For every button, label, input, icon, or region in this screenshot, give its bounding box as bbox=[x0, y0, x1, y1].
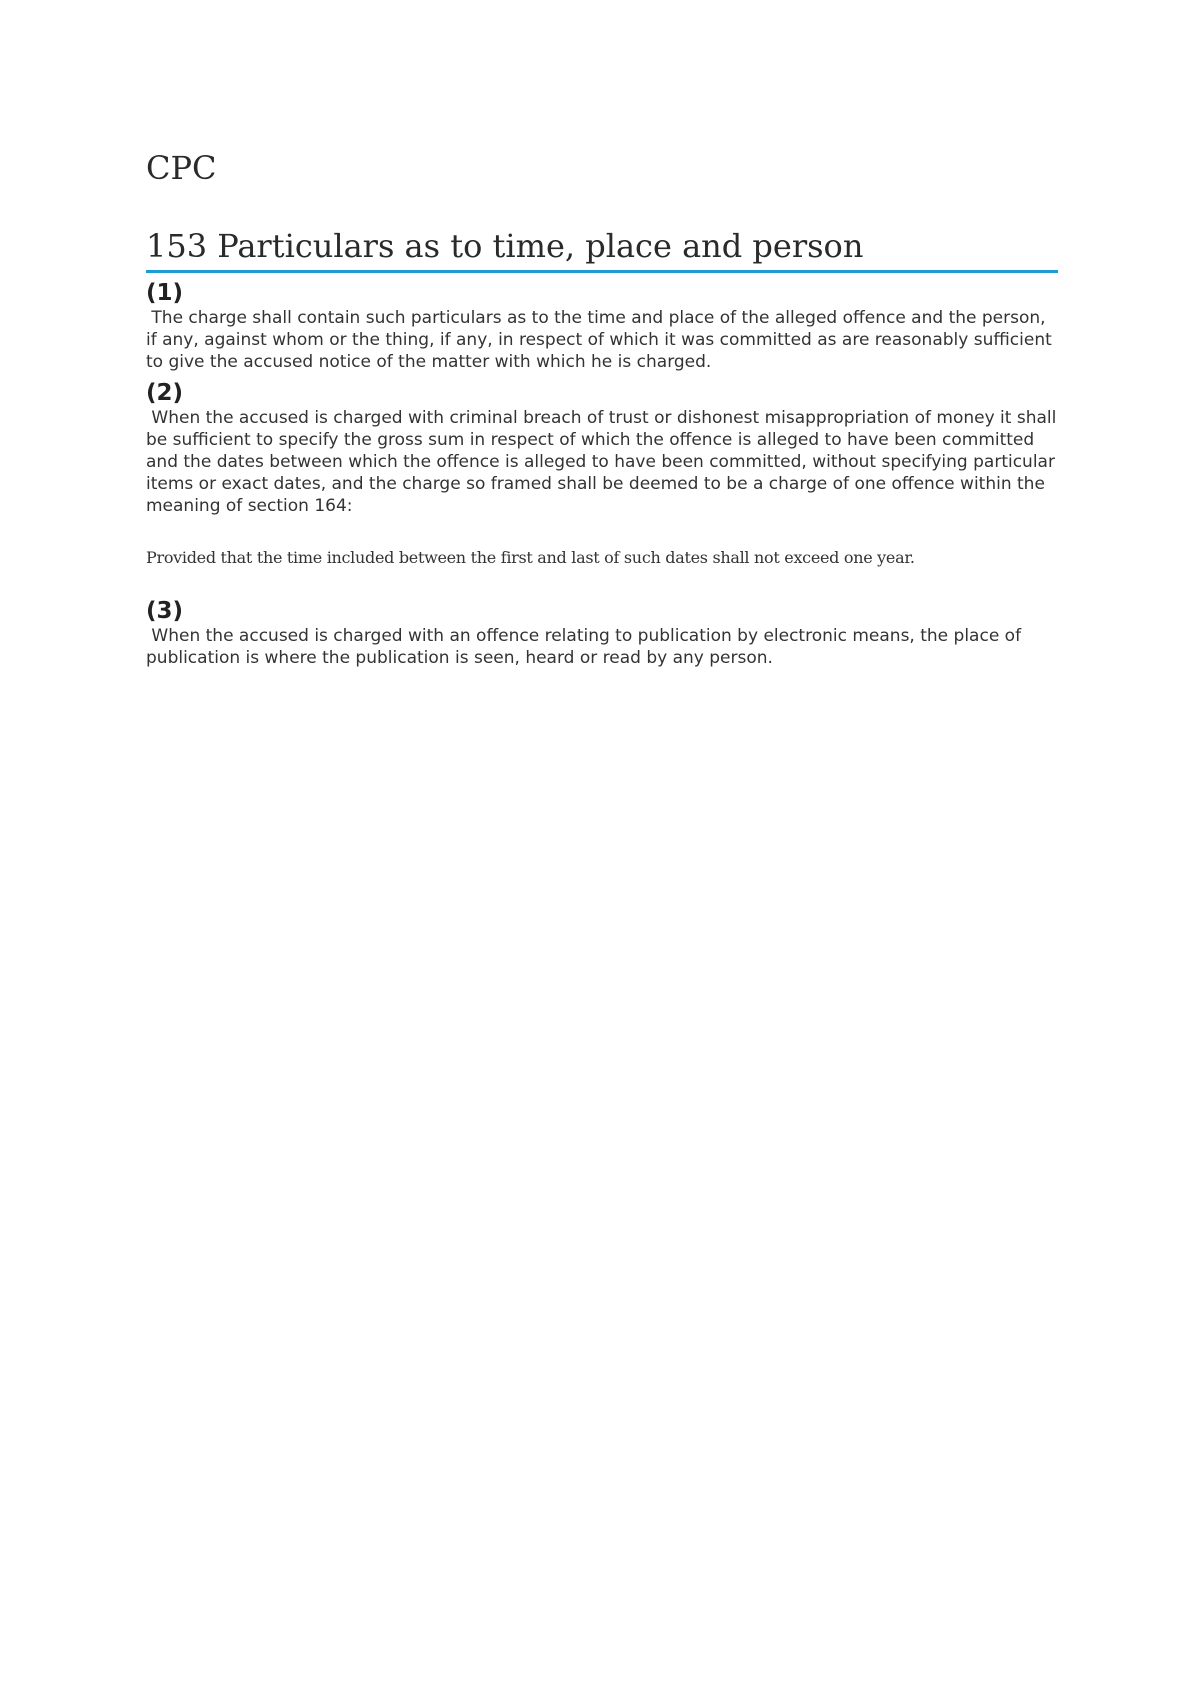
subsection-label: (2) bbox=[146, 380, 184, 406]
subsection-text: The charge shall contain such particulars as to the time and place of the alleged offence and the person, if any, against whom or the thing, if any, in respect of which it was committed as are reasonably sufficient to give the accused notice of the matter with which he is charged. bbox=[146, 308, 1058, 372]
subsection-label: (3) bbox=[146, 598, 184, 624]
document-title: CPC bbox=[146, 149, 217, 187]
subsection-proviso: Provided that the time included between the first and last of such dates shall not exceed one year. bbox=[146, 548, 915, 567]
subsection-1 bbox=[146, 279, 1058, 373]
section-heading: 153 Particulars as to time, place and person bbox=[146, 226, 1058, 273]
subsection-3 bbox=[146, 597, 1058, 669]
subsection-2 bbox=[146, 379, 1062, 569]
subsection-text: When the accused is charged with an offence relating to publication by electronic means, the place of publication is where the publication is seen, heard or read by any person. bbox=[146, 626, 1027, 668]
subsection-text: When the accused is charged with criminal breach of trust or dishonest misappropriation of money it shall be sufficient to specify the gross sum in respect of which the offence is alleged to have been committed and the dates between which the offence is alleged to have been committed, without specifying particular items or exact dates, and the charge so framed shall be deemed to be a charge of one offence within the meaning of section 164: bbox=[146, 408, 1062, 516]
document-content bbox=[146, 146, 1062, 669]
subsection-label: (1) bbox=[146, 280, 184, 306]
